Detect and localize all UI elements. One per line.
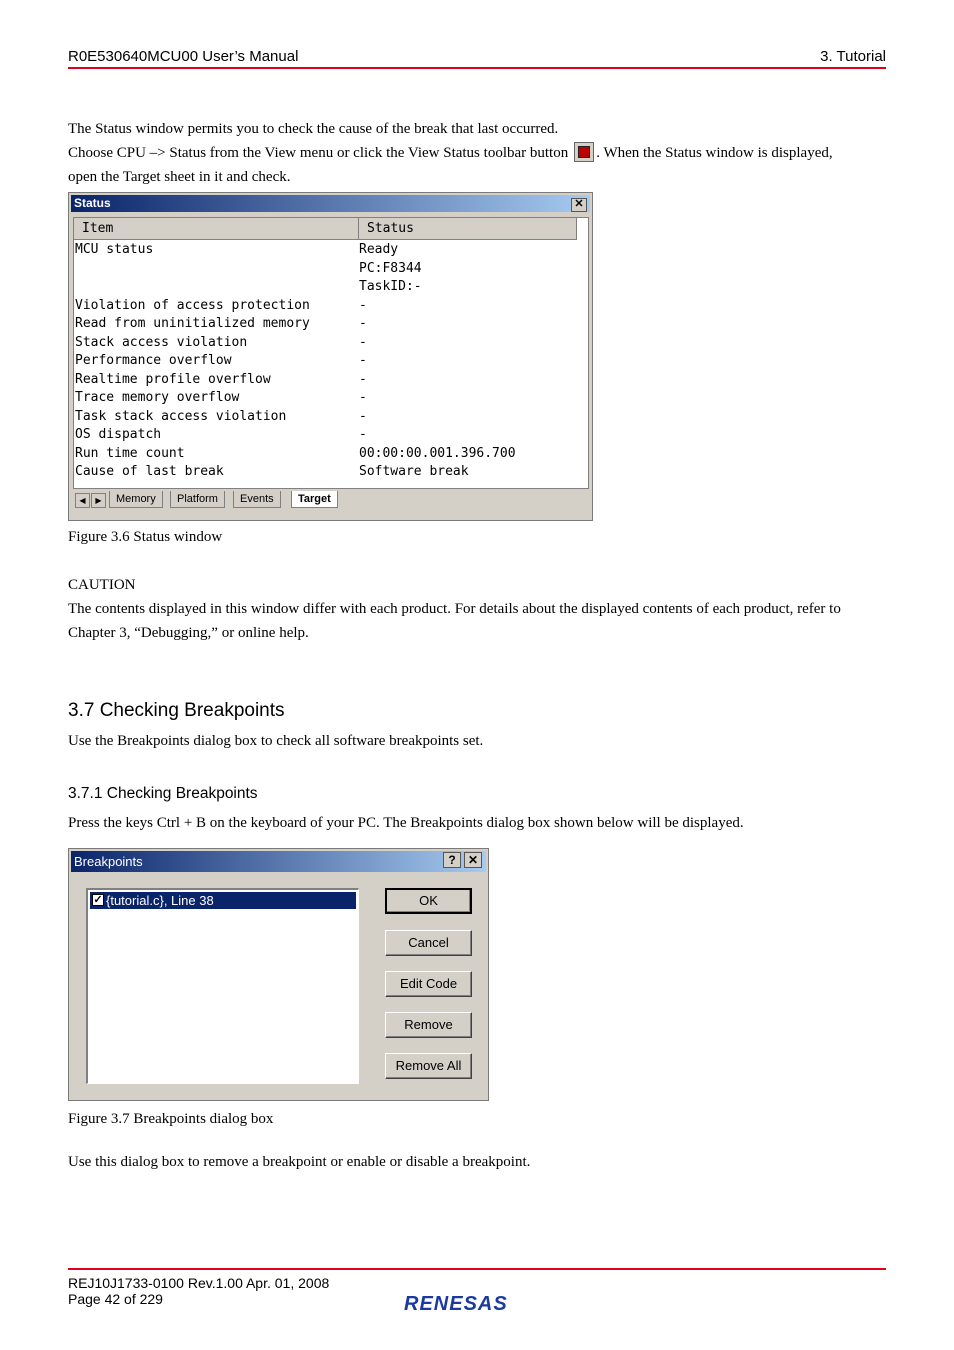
status-row-value: - (359, 316, 367, 331)
status-row-item: MCU status (75, 242, 154, 257)
status-row-value: - (359, 371, 367, 387)
status-row-item: Cause of last break (75, 464, 224, 479)
breakpoint-enable-checkbox[interactable]: ✓ (93, 894, 103, 906)
status-row-item: Stack access violation (75, 334, 248, 350)
status-window-titlebar (71, 195, 590, 212)
close-icon[interactable]: ✕ (571, 198, 587, 212)
status-row-item: Violation of access protection (75, 297, 310, 313)
renesas-logo: RENESAS (404, 1293, 508, 1315)
status-row-value: Ready (359, 242, 399, 257)
remove-all-button[interactable]: Remove All (385, 1053, 472, 1079)
breakpoint-list[interactable] (86, 888, 359, 1084)
manual-title: R0E530640MCU00 User’s Manual (68, 48, 299, 65)
status-row-value: - (359, 297, 367, 313)
status-row-value: - (359, 408, 367, 424)
status-row-value: - (359, 334, 367, 350)
remove-button[interactable]: Remove (385, 1012, 472, 1038)
status-row-item: Read from uninitialized memory (75, 316, 310, 331)
status-row-item: Performance overflow (75, 353, 232, 368)
tab-scroll-right-icon[interactable]: ▶ (91, 493, 106, 508)
breakpoints-dialog (68, 848, 489, 1101)
edit-code-button[interactable]: Edit Code (385, 971, 472, 997)
status-row-value: PC:F8344 (359, 260, 422, 276)
status-row-item: OS dispatch (75, 427, 162, 442)
status-row-value: 00:00:00.001.396.700 (359, 445, 516, 461)
status-row-item: Run time count (75, 445, 185, 461)
status-window (68, 192, 593, 521)
tab-target[interactable]: Target (291, 491, 338, 508)
intro-line-2b: . When the Status window is displayed, (596, 145, 833, 161)
intro-line-3: open the Target sheet in it and check. (68, 169, 291, 185)
status-grid (73, 217, 589, 489)
status-row-value: - (359, 390, 367, 405)
section-paragraph: Use the Breakpoints dialog box to check all software breakpoints set. (68, 733, 484, 749)
subsection-heading: 3.7.1 Checking Breakpoints (68, 785, 258, 802)
status-row-value: - (359, 427, 367, 442)
help-icon[interactable]: ? (443, 852, 461, 868)
status-row-item: Task stack access violation (75, 408, 287, 424)
footer-page-number: Page 42 of 229 (68, 1291, 163, 1307)
breakpoints-title: Breakpoints (74, 854, 143, 869)
caution-title: CAUTION (68, 577, 136, 593)
close-icon[interactable]: ✕ (464, 852, 482, 868)
section-heading: 3.7 Checking Breakpoints (68, 700, 285, 721)
column-header-status[interactable]: Status (359, 218, 577, 240)
status-row-value: TaskID:- (359, 279, 422, 294)
status-row-value: - (359, 353, 367, 368)
status-row-item: Trace memory overflow (75, 390, 240, 405)
footer-doc-info: REJ10J1733-0100 Rev.1.00 Apr. 01, 2008 (68, 1275, 330, 1291)
subsection-paragraph: Press the keys Ctrl + B on the keyboard of your PC. The Breakpoints dialog box shown below will be displayed. (68, 815, 744, 831)
closing-paragraph: Use this dialog box to remove a breakpoint or enable or disable a breakpoint. (68, 1154, 531, 1170)
tab-scroll-left-icon[interactable]: ◀ (75, 493, 90, 508)
cancel-button[interactable]: Cancel (385, 930, 472, 956)
figure-3-7-caption: Figure 3.7 Breakpoints dialog box (68, 1111, 274, 1127)
tab-platform[interactable]: Platform (170, 491, 225, 508)
intro-paragraph (68, 117, 890, 189)
figure-3-6-caption: Figure 3.6 Status window (68, 529, 223, 545)
breakpoint-item[interactable] (90, 892, 356, 909)
status-row-value: Software break (359, 464, 469, 479)
column-header-item[interactable]: Item (74, 218, 359, 240)
status-window-title: Status (74, 196, 111, 210)
tab-events[interactable]: Events (233, 491, 281, 508)
sheet-tabs (73, 491, 587, 509)
intro-line-2a: Choose CPU –> Status from the View menu or click the View Status toolbar button (68, 145, 569, 161)
ok-button[interactable]: OK (385, 888, 472, 914)
breakpoints-titlebar (71, 851, 486, 872)
page-header (68, 47, 886, 69)
tab-memory[interactable]: Memory (109, 491, 163, 508)
chapter-title: 3. Tutorial (820, 48, 886, 65)
intro-line-2 (68, 141, 890, 165)
status-row-item: Realtime profile overflow (75, 371, 271, 387)
caution-text: The contents displayed in this window differ with each product. For details about the displayed contents of each product, refer to Chapter 3, “Debugging,” or online help. (68, 601, 841, 641)
intro-line-1: The Status window permits you to check the cause of the break that last occurred. (68, 121, 559, 137)
view-status-toolbar-icon (574, 142, 594, 162)
breakpoint-item-label: {tutorial.c}, Line 38 (106, 893, 214, 908)
